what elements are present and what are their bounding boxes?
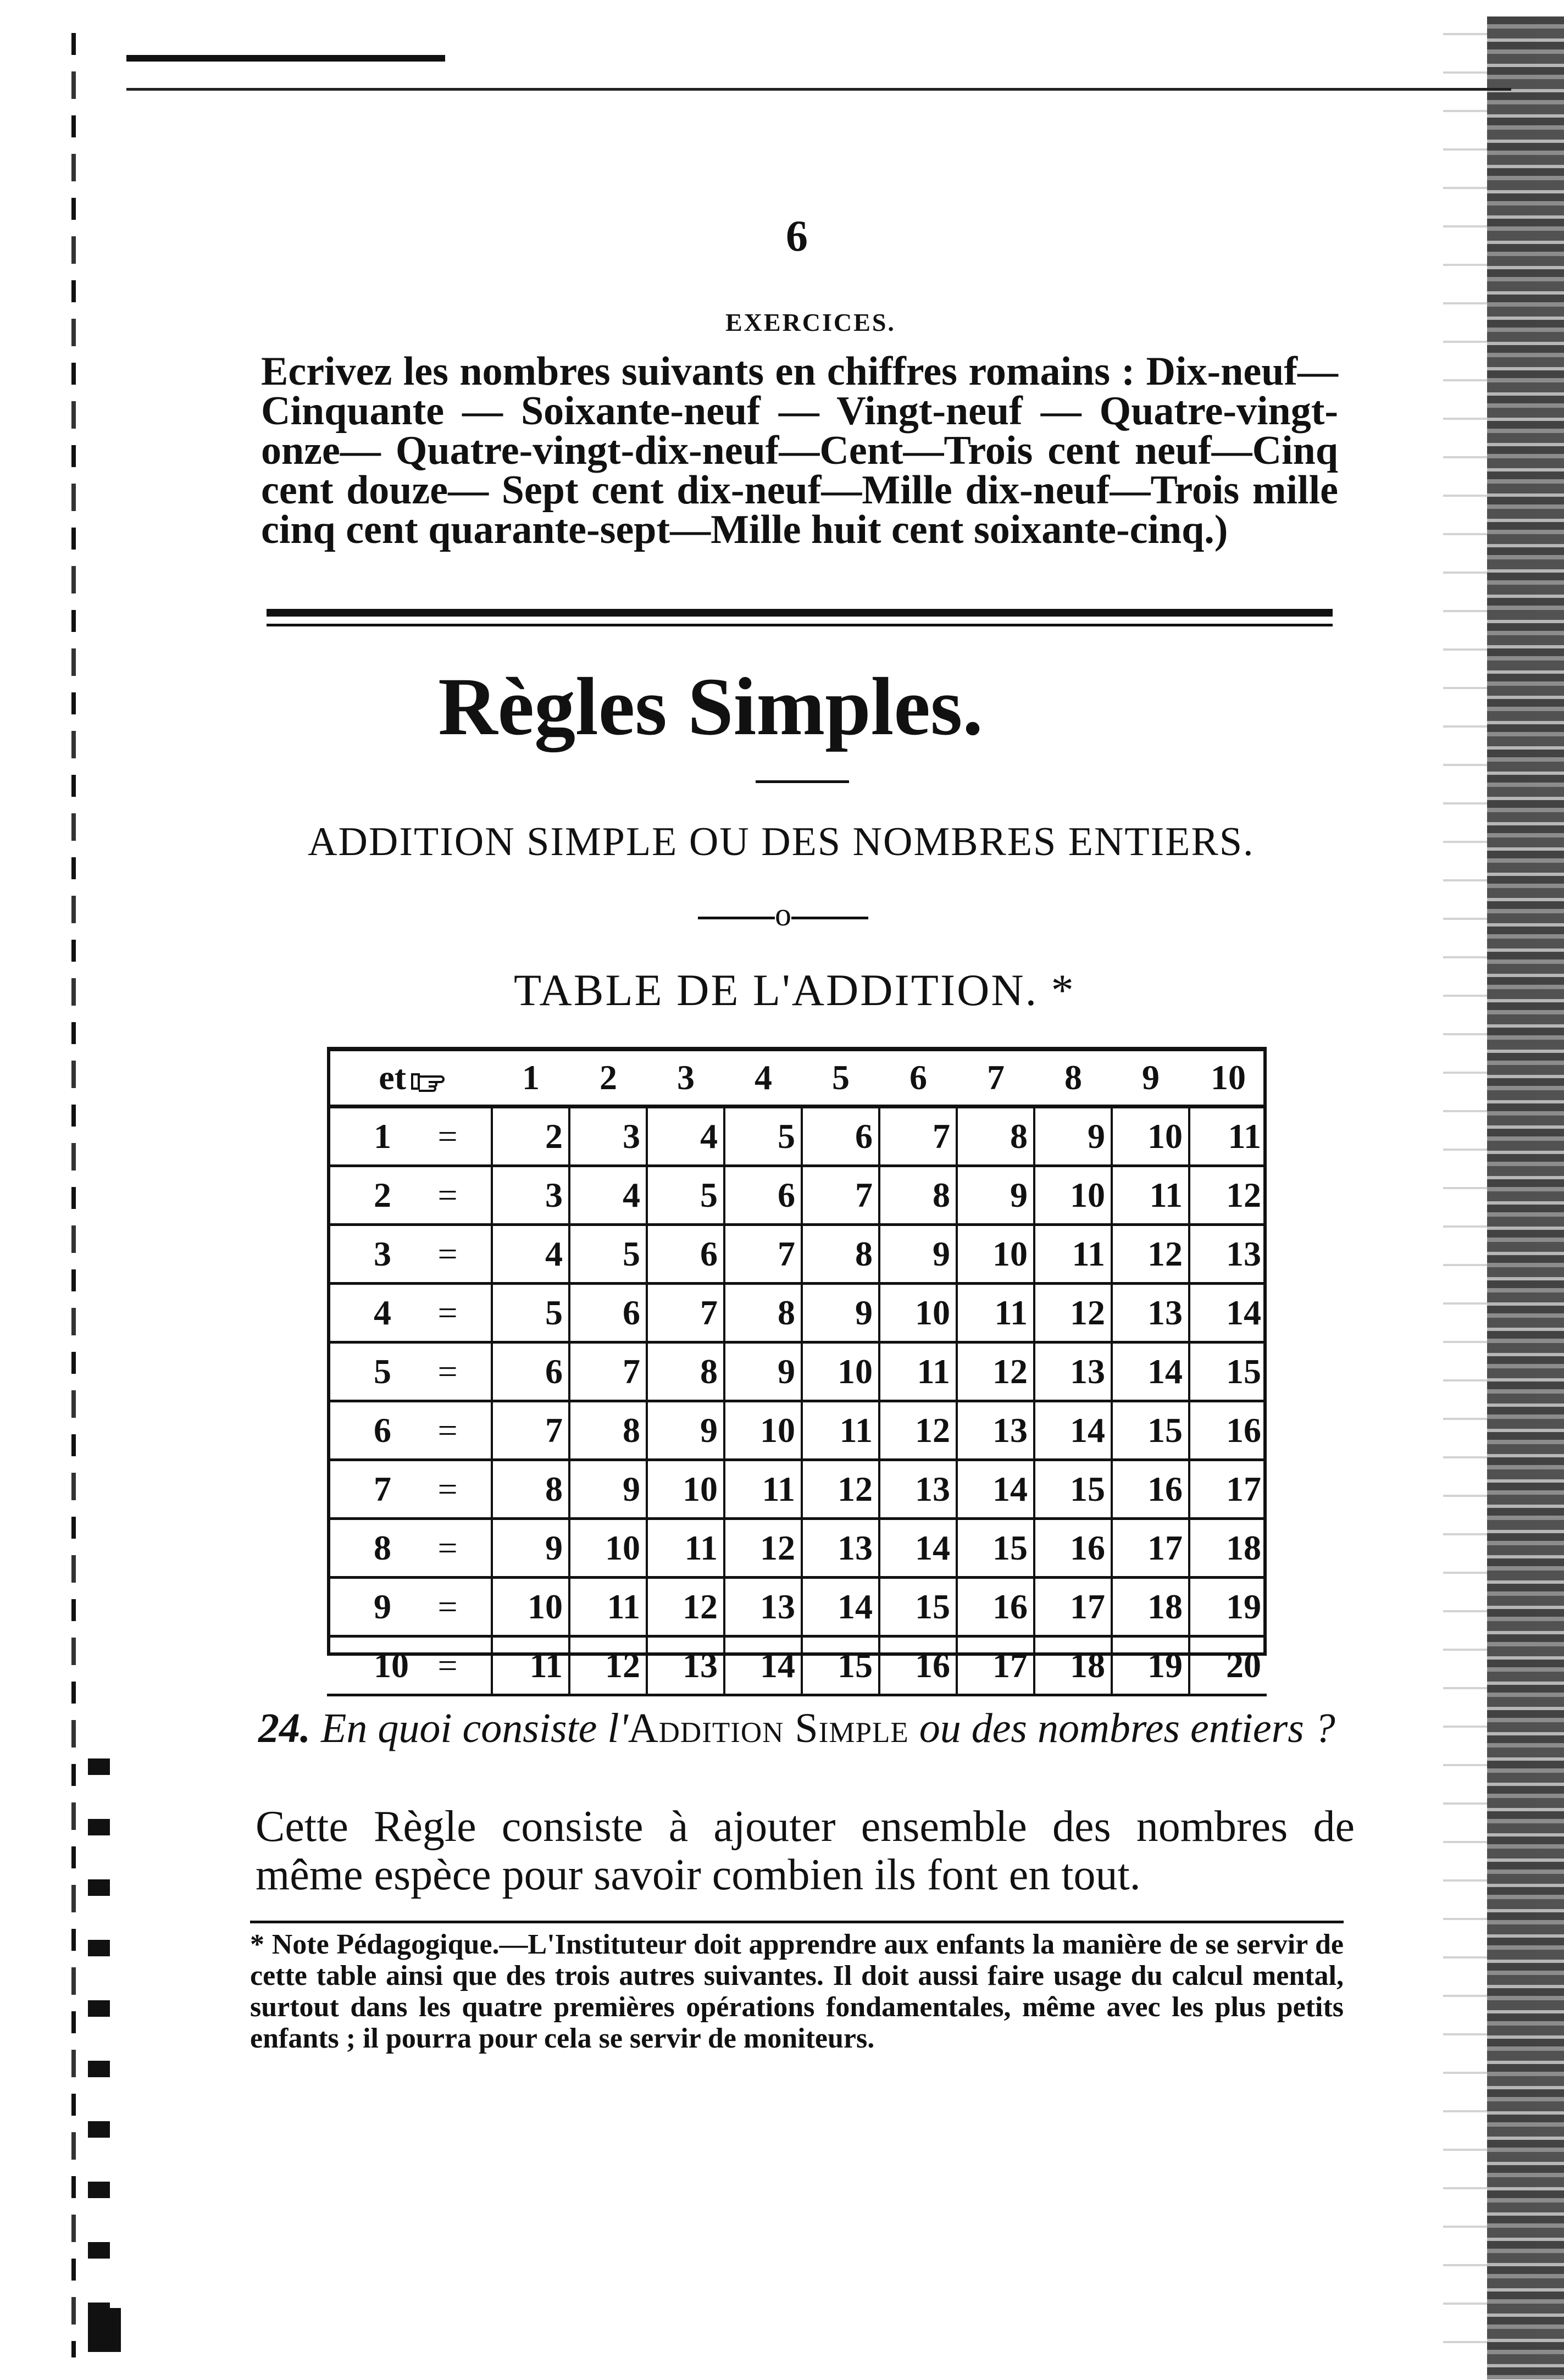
footnote-rule (250, 1921, 1344, 1923)
table-cell: 12 (802, 1460, 879, 1519)
table-cell: 9 (647, 1401, 724, 1460)
table-cell: 6 (802, 1107, 879, 1166)
question-24 (258, 1704, 1357, 1753)
table-cell: 14 (879, 1519, 957, 1578)
table-title: TABLE DE L'ADDITION. * (514, 965, 1075, 1015)
table-column-header: 3 (647, 1051, 724, 1107)
table-cell: 4 (492, 1225, 569, 1284)
footnote-text: Note Pédagogique.—L'Instituteur doit apprendre aux enfants la manière de se servir de cette table ainsi que des trois autres suivantes. Il doit aussi faire usage du calcul mental, surtout dans les quatre premières opérations fondamentales, même avec les plus petits enfants ; il pourra pour cela se servir de moniteurs. (250, 1929, 1344, 2054)
table-corner-icon (409, 1051, 492, 1107)
scan-corner-mark (88, 2308, 121, 2352)
table-cell: 16 (957, 1578, 1034, 1636)
table-cell: 17 (1034, 1578, 1112, 1636)
table-row-label: 5 (327, 1342, 409, 1401)
table-cell: 9 (1034, 1107, 1112, 1166)
table-cell: 15 (1189, 1342, 1267, 1401)
table-header-row (327, 1051, 1267, 1107)
table-row (327, 1284, 1267, 1342)
table-cell: 6 (724, 1166, 802, 1225)
table-cell: 11 (724, 1460, 802, 1519)
top-border-rule (126, 88, 1511, 91)
table-cell: 14 (724, 1636, 802, 1695)
table-cell: 8 (802, 1225, 879, 1284)
table-equals-sign: = (409, 1342, 492, 1401)
table-column-header: 7 (957, 1051, 1034, 1107)
separator-glyph: o (775, 896, 791, 933)
table-cell: 18 (1189, 1519, 1267, 1578)
table-cell: 14 (957, 1460, 1034, 1519)
page-title: Règles Simples. (438, 661, 983, 752)
table-cell: 17 (1112, 1519, 1189, 1578)
table-equals-sign: = (409, 1578, 492, 1636)
table-cell: 6 (569, 1284, 647, 1342)
title-underline (756, 780, 849, 783)
table-cell: 9 (569, 1460, 647, 1519)
top-rule (126, 55, 445, 62)
table-cell: 8 (957, 1107, 1034, 1166)
table-row-label: 10 (327, 1636, 409, 1695)
page-number: 6 (786, 212, 808, 260)
table-equals-sign: = (409, 1636, 492, 1695)
table-cell: 11 (1112, 1166, 1189, 1225)
exercises-text: Ecrivez les nombres suivants en chiffres romains : Dix-neuf— Cinquante — Soixante-neuf — Vingt-neuf — Quatre-vingt-onze— Quatre-vingt-dix-neuf—Cent—Trois cent neuf—Cinq cent douze— Sept cent dix-neuf—Mille dix-neuf—Trois mille cinq cent quarante-sept—Mille huit cent soixante-cinq.) (261, 349, 1338, 552)
table-column-header: 1 (492, 1051, 569, 1107)
table-equals-sign: = (409, 1166, 492, 1225)
exercises-heading: EXERCICES. (725, 308, 896, 336)
table-cell: 11 (879, 1342, 957, 1401)
answer-text: Cette Règle consiste à ajouter ensemble des nombres de même espèce pour savoir combien ils font en tout. (256, 1802, 1355, 1899)
table-row-label: 2 (327, 1166, 409, 1225)
table-cell: 9 (879, 1225, 957, 1284)
table-cell: 12 (1034, 1284, 1112, 1342)
table-cell: 12 (879, 1401, 957, 1460)
table-cell: 13 (1112, 1284, 1189, 1342)
table-row (327, 1636, 1267, 1695)
table-cell: 12 (1112, 1225, 1189, 1284)
table-row (327, 1519, 1267, 1578)
table-cell: 11 (802, 1401, 879, 1460)
table-cell: 4 (647, 1107, 724, 1166)
table-cell: 13 (1034, 1342, 1112, 1401)
table-row-label: 1 (327, 1107, 409, 1166)
table-cell: 10 (957, 1225, 1034, 1284)
scan-edge-right (1487, 16, 1564, 2379)
table-cell: 10 (492, 1578, 569, 1636)
table-cell: 8 (569, 1401, 647, 1460)
table-row (327, 1166, 1267, 1225)
table-cell: 15 (879, 1578, 957, 1636)
section-subtitle: ADDITION SIMPLE OU DES NOMBRES ENTIERS. (308, 819, 1255, 864)
table-cell: 11 (569, 1578, 647, 1636)
table-cell: 13 (647, 1636, 724, 1695)
table-row-label: 3 (327, 1225, 409, 1284)
table-equals-sign: = (409, 1460, 492, 1519)
table-column-header: 8 (1034, 1051, 1112, 1107)
table-equals-sign: = (409, 1284, 492, 1342)
table-cell: 7 (492, 1401, 569, 1460)
table-cell: 16 (1112, 1460, 1189, 1519)
table-cell: 19 (1189, 1578, 1267, 1636)
table-cell: 8 (647, 1342, 724, 1401)
section-rule-thin (267, 624, 1333, 626)
table-row (327, 1460, 1267, 1519)
table-cell: 9 (492, 1519, 569, 1578)
table-cell: 14 (1112, 1342, 1189, 1401)
table-row (327, 1401, 1267, 1460)
table-cell: 11 (647, 1519, 724, 1578)
table-cell: 16 (1034, 1519, 1112, 1578)
table-cell: 17 (957, 1636, 1034, 1695)
table-cell: 12 (724, 1519, 802, 1578)
footnote-marker: * (250, 1929, 264, 1960)
table-cell: 7 (802, 1166, 879, 1225)
table-cell: 10 (1112, 1107, 1189, 1166)
question-term: Addition Simple (628, 1705, 909, 1751)
table-cell: 14 (1189, 1284, 1267, 1342)
table-row-label: 9 (327, 1578, 409, 1636)
table-column-header: 10 (1189, 1051, 1267, 1107)
table-cell: 10 (802, 1342, 879, 1401)
table-cell: 13 (1189, 1225, 1267, 1284)
table-cell: 19 (1112, 1636, 1189, 1695)
table-cell: 16 (879, 1636, 957, 1695)
table-cell: 16 (1189, 1401, 1267, 1460)
table-cell: 4 (569, 1166, 647, 1225)
table-cell: 13 (724, 1578, 802, 1636)
table-cell: 18 (1034, 1636, 1112, 1695)
table-cell: 12 (647, 1578, 724, 1636)
pedagogical-note (250, 1929, 1344, 2054)
table-cell: 13 (802, 1519, 879, 1578)
table-cell: 10 (879, 1284, 957, 1342)
table-column-header: 4 (724, 1051, 802, 1107)
table-cell: 9 (724, 1342, 802, 1401)
table-cell: 5 (724, 1107, 802, 1166)
table-cell: 12 (1189, 1166, 1267, 1225)
table-cell: 8 (492, 1460, 569, 1519)
table-cell: 10 (569, 1519, 647, 1578)
table-row (327, 1107, 1267, 1166)
addition-table (327, 1051, 1267, 1696)
table-equals-sign: = (409, 1519, 492, 1578)
table-cell: 12 (569, 1636, 647, 1695)
table-cell: 2 (492, 1107, 569, 1166)
table-cell: 13 (879, 1460, 957, 1519)
section-rule-thick (267, 609, 1333, 617)
table-cell: 6 (647, 1225, 724, 1284)
table-cell: 11 (1189, 1107, 1267, 1166)
table-cell: 17 (1189, 1460, 1267, 1519)
table-cell: 18 (1112, 1578, 1189, 1636)
table-column-header: 9 (1112, 1051, 1189, 1107)
question-text-end: ou des nombres entiers ? (908, 1705, 1335, 1751)
table-cell: 3 (492, 1166, 569, 1225)
table-cell: 3 (569, 1107, 647, 1166)
table-equals-sign: = (409, 1107, 492, 1166)
table-row-label: 8 (327, 1519, 409, 1578)
table-corner-label: et (327, 1051, 409, 1107)
table-column-header: 2 (569, 1051, 647, 1107)
table-cell: 13 (957, 1401, 1034, 1460)
table-cell: 9 (957, 1166, 1034, 1225)
table-row (327, 1578, 1267, 1636)
table-row-label: 7 (327, 1460, 409, 1519)
table-cell: 10 (724, 1401, 802, 1460)
ornament-separator (698, 896, 868, 934)
table-cell: 20 (1189, 1636, 1267, 1695)
table-cell: 15 (1112, 1401, 1189, 1460)
table-cell: 15 (957, 1519, 1034, 1578)
table-row-label: 6 (327, 1401, 409, 1460)
table-cell: 8 (879, 1166, 957, 1225)
table-row (327, 1342, 1267, 1401)
table-equals-sign: = (409, 1401, 492, 1460)
table-cell: 10 (1034, 1166, 1112, 1225)
table-equals-sign: = (409, 1225, 492, 1284)
table-cell: 9 (802, 1284, 879, 1342)
table-cell: 7 (724, 1225, 802, 1284)
question-number: 24. (258, 1705, 310, 1751)
table-row-label: 4 (327, 1284, 409, 1342)
pointing-hand-icon (410, 1069, 448, 1093)
table-cell: 15 (1034, 1460, 1112, 1519)
table-cell: 5 (492, 1284, 569, 1342)
table-cell: 11 (1034, 1225, 1112, 1284)
question-text-start: En quoi consiste l' (321, 1705, 628, 1751)
scan-edge-marks (88, 1758, 110, 2335)
table-cell: 15 (802, 1636, 879, 1695)
table-cell: 7 (879, 1107, 957, 1166)
table-cell: 6 (492, 1342, 569, 1401)
table-cell: 11 (492, 1636, 569, 1695)
table-cell: 10 (647, 1460, 724, 1519)
table-cell: 8 (724, 1284, 802, 1342)
scan-edge-left (71, 33, 76, 2357)
table-cell: 11 (957, 1284, 1034, 1342)
table-cell: 5 (647, 1166, 724, 1225)
table-cell: 7 (569, 1342, 647, 1401)
table-column-header: 5 (802, 1051, 879, 1107)
table-cell: 12 (957, 1342, 1034, 1401)
table-cell: 14 (802, 1578, 879, 1636)
table-cell: 14 (1034, 1401, 1112, 1460)
table-cell: 7 (647, 1284, 724, 1342)
table-cell: 5 (569, 1225, 647, 1284)
table-column-header: 6 (879, 1051, 957, 1107)
table-row (327, 1225, 1267, 1284)
